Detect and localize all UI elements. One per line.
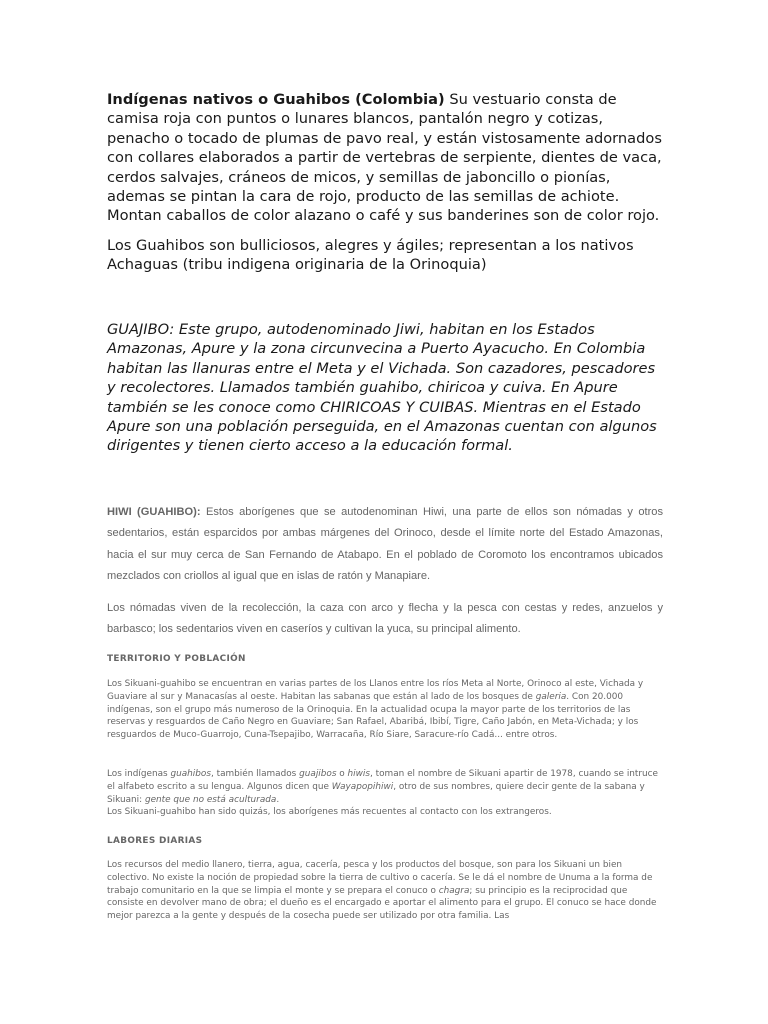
italic-run: Wayapopihiwi [331, 781, 394, 792]
italic-run: guajibos [299, 769, 337, 779]
text-run: , toman el nombre de Sikuani apartir de 1978, cuando se intruce el alfabeto escrito a su lengua. Algunos dicen que [107, 769, 659, 792]
paragraph-guahibos-description: Los Guahibos son bulliciosos, alegres y ágiles; representan a los nativos Achaguas (tribu indigena originaria de la Orinoquia) [107, 237, 634, 274]
text-run: Los indígenas [107, 769, 171, 779]
paragraph-territorio-2 [107, 768, 663, 819]
text-run: Los Sikuani-guahibo se encuentran en varias partes de los Llanos entre los ríos Meta al Norte, Orinoco al este, Vichada y Guaviare al sur y Manacasías al oeste. Habitan las sabanas que están al lado de los bosques de [107, 679, 644, 702]
paragraph-territorio-1 [107, 678, 663, 742]
paragraph-guahibos-colombia [107, 90, 663, 226]
text-run: Los recursos del medio llanero, tierra, agua, cacería, pesca y los productos del bosque, son para los Sikuani un bien colectivo. No existe la noción de propiedad sobre la tierra de cultivo o cacería. Se le dá el nombre de Unuma a la forma de trabajo comunitario en la que se limpia el monte y se prepara el conuco o [107, 860, 653, 896]
paragraph-text: Estos aborígenes que se autodenominan Hiwi, una parte de ellos son nómadas y otros sedentarios, están esparcidos por ambas márgenes del Orinoco, desde el límite norte del Estado Amazonas, hacia el sur muy cerca de San Fernando de Atabapo. En el poblado de Coromoto los encontramos ubicados mezclados con criollos al igual que en islas de ratón y Manapiare. [107, 506, 663, 582]
paragraph-hiwi [107, 502, 663, 587]
paragraph-guajibo: GUAJIBO: Este grupo, autodenominado Jiwi, habitan en los Estados Amazonas, Apure y la zona circunvecina a Puerto Ayacucho. En Colombia habitan las llanuras entre el Meta y el Vichada. Son cazadores, pescadores y recolectores. Llamados también guahibo, chiricoa y cuiva. En Apure también se les conoce como CHIRICOAS Y CUIBAS. Mientras en el Estado Apure son una población perseguida, en el Amazonas cuentan con algunos dirigentes y tienen cierto acceso a la educación formal. [107, 321, 657, 455]
section-title-guahibos: Indígenas nativos o Guahibos (Colombia) [107, 91, 445, 108]
hiwi-lead: HIWI (GUAHIBO): [107, 506, 201, 518]
heading-territorio: TERRITORIO Y POBLACIÓN [107, 654, 246, 664]
text-run: ; su principio es la reciprocidad que consiste en devolver mano de obra; el dueño es el encargado e aportar el alimento para el grupo. El conuco se hace donde mejor parezca a la gente y después de la cosecha puede ser utilizado por otra familia. Las [107, 885, 657, 922]
italic-run: chagra [438, 885, 470, 896]
text-run: Los Sikuani-guahibo han sido quizás, los aborígenes más recuentes al contacto con los extrangeros. [107, 807, 552, 818]
text-run: . [276, 794, 280, 805]
paragraph-labores-1 [107, 859, 663, 923]
text-run: , otro de sus nombres, quiere decir gente de la sabana y Sikuani: [107, 781, 645, 805]
text-run: . Con 20.000 indígenas, son el grupo más numeroso de la Orinoquia. En la actualidad ocupa la mayor parte de los territorios de las reservas y resguardos de Caño Negro en Guaviare; San Rafael, Abaribá, Ibibí, Tigre, Caño Jabón, en Meta-Vichada; y los resguardos de Muco-Guarrojo, Cuna-Tsepajibo, Warracaña, Río Siare, Saracure-río Cadá... entre otros. [107, 691, 639, 741]
paragraph-nomadas: Los nómadas viven de la recolección, la caza con arco y flecha y la pesca con cestas y redes, anzuelos y barbasco; los sedentarios viven en caseríos y cultivan la yuca, su principal alimento. [107, 602, 663, 636]
italic-run: guahibos [170, 769, 211, 779]
italic-run: hiwis [347, 769, 370, 779]
italic-run: gente que no está aculturada [144, 794, 277, 805]
italic-run: galeria [535, 691, 567, 702]
paragraph-text: Su vestuario consta de camisa roja con puntos o lunares blancos, pantalón negro y cotizas, penacho o tocado de plumas de pavo real, y están vistosamente adornados con collares elaborados a partir de vertebras de serpiente, dientes de vaca, cerdos salvajes, cráneos de micos, y semillas de jaboncillo o pionías, ademas se pintan la cara de rojo, producto de las semillas de achiote. Montan caballos de color alazano o café y sus banderines son de color rojo. [107, 91, 662, 225]
text-run: o [336, 769, 348, 779]
text-run: , también llamados [210, 769, 300, 779]
heading-labores: LABORES DIARIAS [107, 836, 203, 846]
